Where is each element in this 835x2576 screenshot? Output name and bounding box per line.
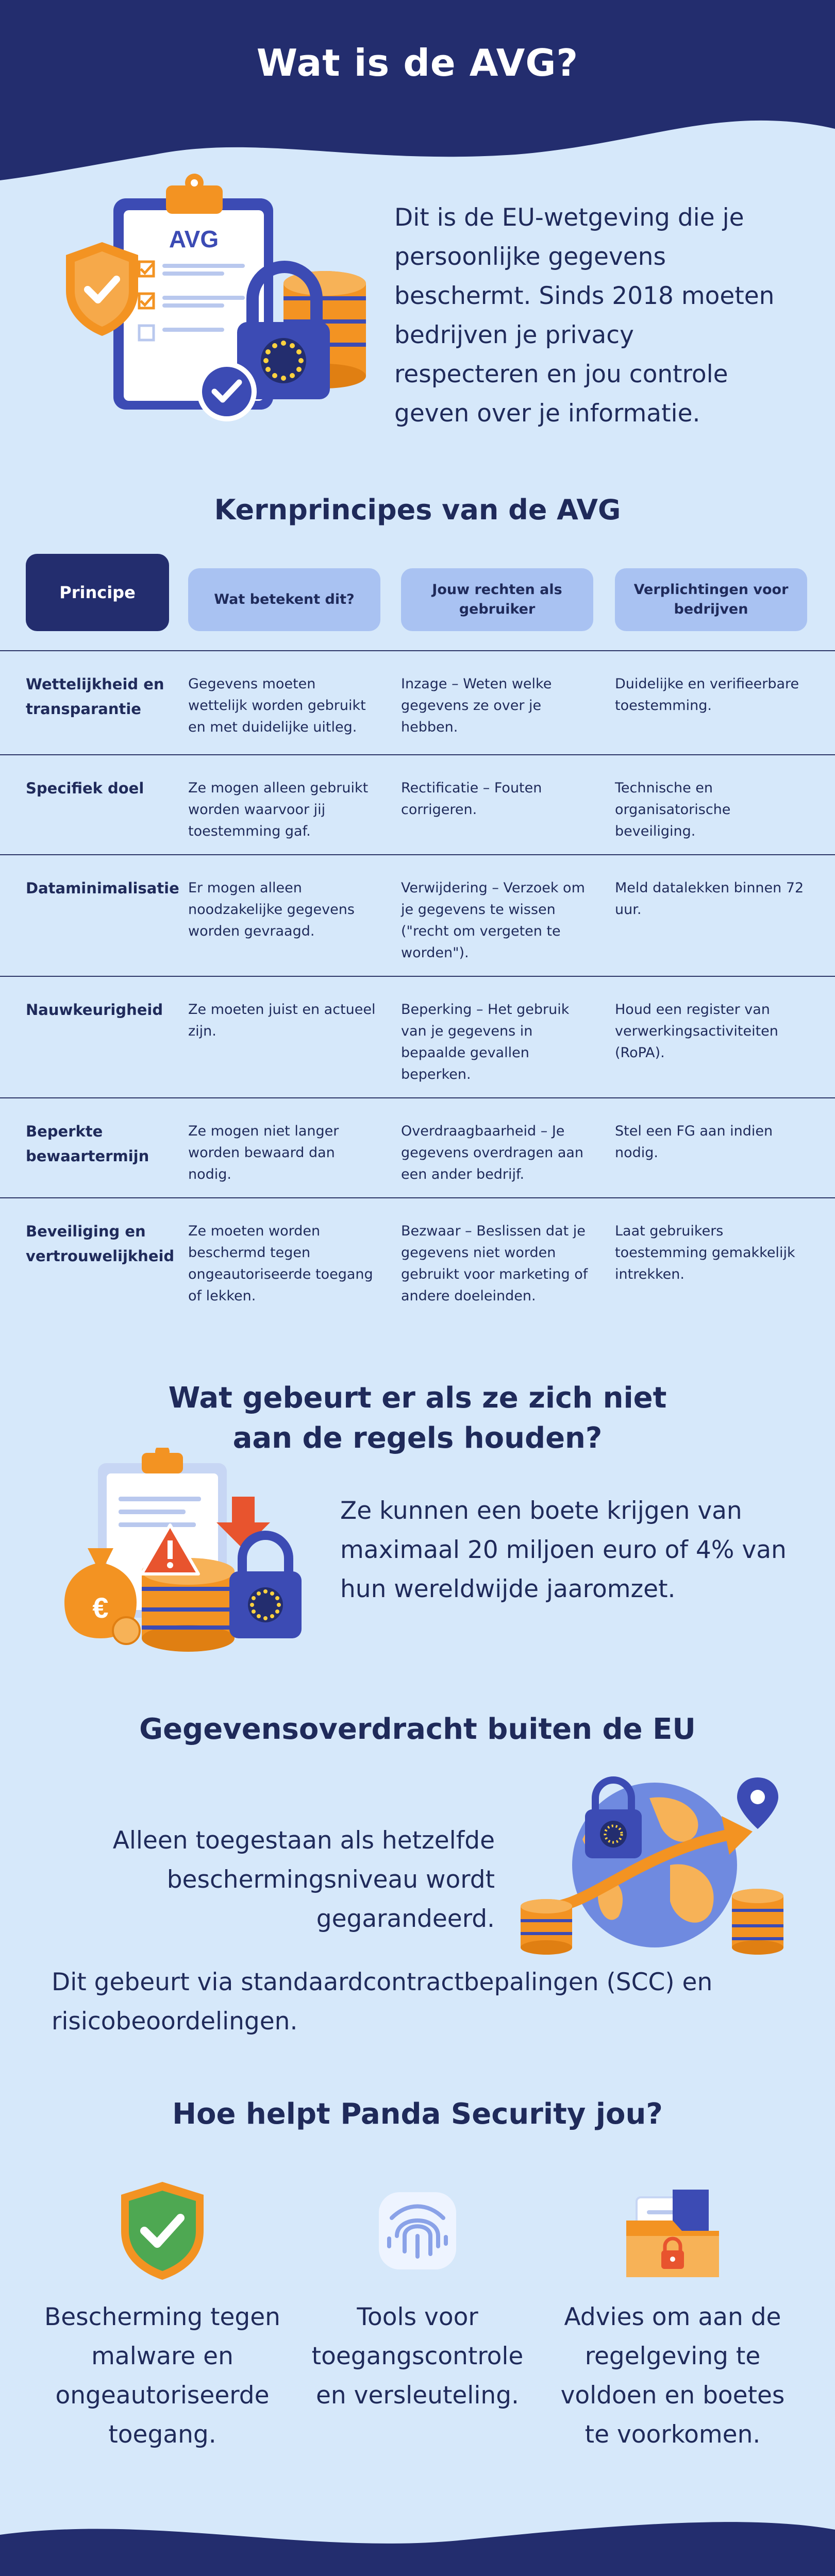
shield-check-icon xyxy=(39,2179,286,2282)
cell-obligations: Meld datalekken binnen 72 uur. xyxy=(615,880,804,918)
cell-rights: Overdraagbaarheid – Je gegevens overdragen aan een ander bedrijf. xyxy=(401,1123,584,1182)
page-title: Wat is de AVG? xyxy=(256,41,579,84)
table-row xyxy=(0,650,835,754)
folder-lock-icon xyxy=(549,2179,796,2282)
cell-meaning: Ze mogen alleen gebruikt worden waarvoor jij toestemming gaf. xyxy=(188,780,369,839)
principles-title: Kernprincipes van de AVG xyxy=(214,494,621,526)
avg-clipboard-illustration xyxy=(26,170,376,438)
cell-obligations: Stel een FG aan indien nodig. xyxy=(615,1123,773,1161)
column-header-obligations: Verplichtingen voor bedrijven xyxy=(615,568,807,631)
table-header xyxy=(26,554,809,631)
table-row xyxy=(0,754,835,854)
cell-obligations: Technische en organisatorische beveiliging. xyxy=(615,780,731,839)
transfer-text-secondary: Dit gebeurt via standaardcontractbepalingen (SCC) en risicobeoordelingen. xyxy=(52,1968,713,2036)
table-row xyxy=(0,976,835,1097)
column-header-principle: Principe xyxy=(26,554,169,631)
cell-meaning: Ze mogen niet langer worden bewaard dan nodig. xyxy=(188,1123,339,1182)
cell-obligations: Duidelijke en verifieerbare toestemming. xyxy=(615,676,799,714)
help-item-advice xyxy=(549,2179,796,2468)
cell-rights: Inzage – Weten welke gegevens ze over je hebben. xyxy=(401,676,552,735)
penalty-illustration xyxy=(49,1448,327,1664)
help-item-protection xyxy=(39,2179,286,2468)
cell-meaning: Ze moeten juist en actueel zijn. xyxy=(188,1002,376,1039)
footer xyxy=(0,2514,835,2576)
table-row xyxy=(0,1097,835,1197)
cell-principle: Wettelijkheid en transparantie xyxy=(26,675,164,718)
help-item-tools xyxy=(294,2179,541,2468)
help-text-tools: Tools voor toegangscontrole en versleuteling. xyxy=(311,2303,524,2410)
cell-meaning: Gegevens moeten wettelijk worden gebruikt en met duidelijke uitleg. xyxy=(188,676,366,735)
header-banner xyxy=(0,0,835,196)
fingerprint-icon xyxy=(294,2179,541,2282)
svg-text:€: € xyxy=(92,1591,109,1624)
cell-rights: Rectificatie – Fouten corrigeren. xyxy=(401,780,542,818)
cell-principle: Beperkte bewaartermijn xyxy=(26,1123,149,1165)
intro-text: Dit is de EU-wetgeving die je persoonlijke gegevens beschermt. Sinds 2018 moeten bedrijven je privacy respecteren en jou controle geven over je informatie. xyxy=(394,204,775,428)
header-wave xyxy=(0,0,835,196)
column-header-meaning: Wat betekent dit? xyxy=(188,568,380,631)
avg-label: AVG xyxy=(169,226,219,252)
help-text-advice: Advies om aan de regelgeving te voldoen en boetes te voorkomen. xyxy=(560,2303,785,2449)
transfer-text-primary: Alleen toegestaan als hetzelfde beschermingsniveau wordt gegarandeerd. xyxy=(112,1826,495,1933)
table-row xyxy=(0,1197,835,1319)
panda-help-title: Hoe helpt Panda Security jou? xyxy=(172,2097,663,2131)
cell-rights: Beperking – Het gebruik van je gegevens in bepaalde gevallen beperken. xyxy=(401,1002,570,1082)
cell-rights: Verwijdering – Verzoek om je gegevens te wissen ("recht om vergeten te worden"). xyxy=(401,880,585,961)
cell-obligations: Laat gebruikers toestemming gemakkelijk intrekken. xyxy=(615,1223,795,1282)
footer-wave xyxy=(0,2514,835,2576)
cell-obligations: Houd een register van verwerkingsactiviteiten (RoPA). xyxy=(615,1002,778,1061)
cell-rights: Bezwaar – Beslissen dat je gegevens niet worden gebruikt voor marketing of andere doeleinden. xyxy=(401,1223,588,1304)
column-header-rights: Jouw rechten als gebruiker xyxy=(401,568,593,631)
table-row xyxy=(0,854,835,976)
cell-meaning: Er mogen alleen noodzakelijke gegevens worden gevraagd. xyxy=(188,880,355,939)
cell-principle: Beveiliging en vertrouwelijkheid xyxy=(26,1223,175,1265)
cell-principle: Specifiek doel xyxy=(26,779,144,797)
penalty-title: Wat gebeurt er als ze zich niet aan de regels houden? xyxy=(168,1381,667,1455)
cell-principle: Nauwkeurigheid xyxy=(26,1001,163,1019)
transfer-title: Gegevensoverdracht buiten de EU xyxy=(139,1713,696,1746)
globe-illustration xyxy=(515,1762,794,1958)
help-text-protection: Bescherming tegen malware en ongeautoriseerde toegang. xyxy=(44,2303,280,2449)
cell-principle: Dataminimalisatie xyxy=(26,879,179,897)
cell-meaning: Ze moeten worden beschermd tegen ongeautoriseerde toegang of lekken. xyxy=(188,1223,373,1304)
penalty-text: Ze kunnen een boete krijgen van maximaal 20 miljoen euro of 4% van hun wereldwijde jaaromzet. xyxy=(340,1497,787,1603)
